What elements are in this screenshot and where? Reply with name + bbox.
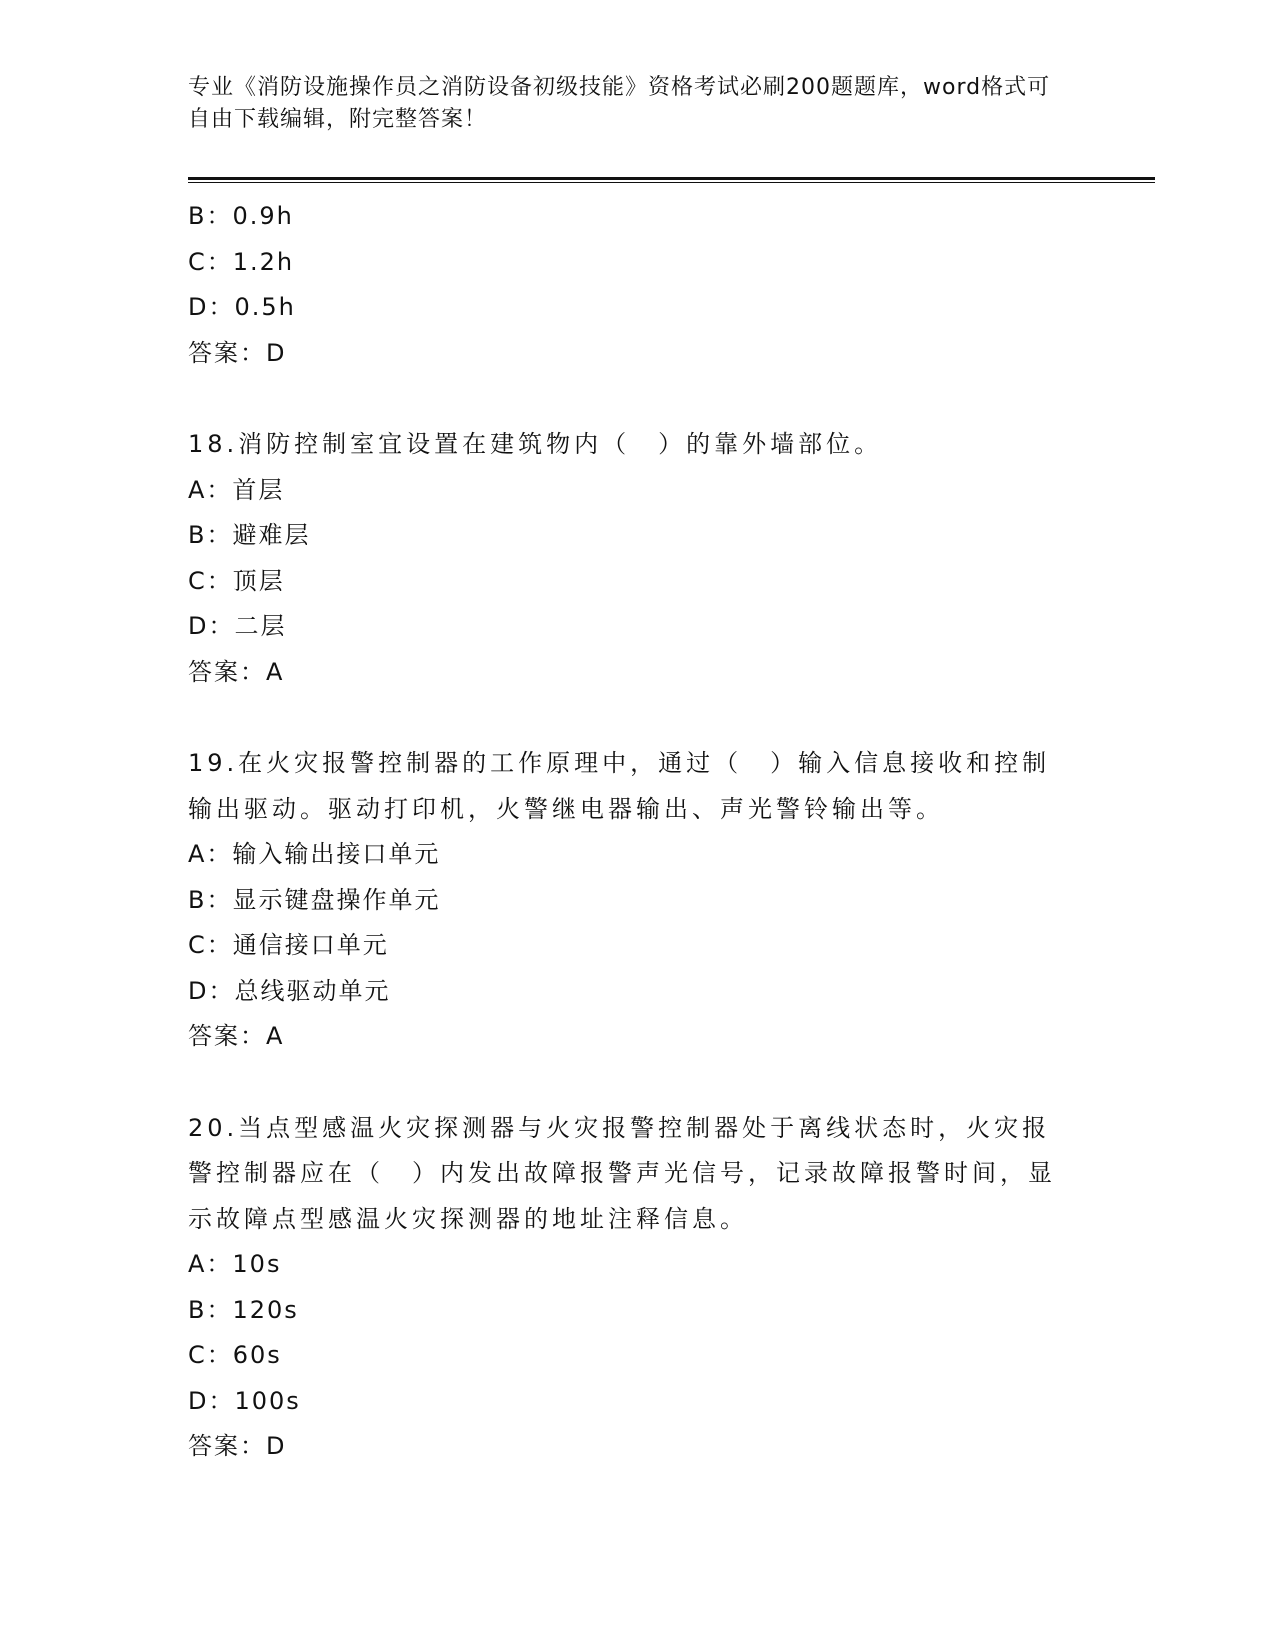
question-18	[188, 422, 1088, 695]
option-a: A：首层	[188, 475, 285, 504]
option-b: B：0.9h	[188, 202, 294, 230]
option-d: D：100s	[188, 1386, 301, 1415]
option-d: D：总线驱动单元	[188, 976, 391, 1005]
previous-question-tail	[188, 194, 1088, 376]
option-d: D：0.5h	[188, 293, 296, 321]
option-c: C：顶层	[188, 566, 285, 595]
page-header: 专业《消防设施操作员之消防设备初级技能》资格考试必刷200题题库，word格式可自由下载编辑，附完整答案！	[188, 75, 1051, 132]
option-c: C：60s	[188, 1341, 282, 1369]
option-c: C：1.2h	[188, 247, 295, 276]
option-b: B：避难层	[188, 521, 311, 549]
option-d: D：二层	[188, 612, 287, 640]
option-b: B：显示键盘操作单元	[188, 885, 441, 914]
option-a: A：输入输出接口单元	[188, 840, 441, 868]
option-b: B：120s	[188, 1295, 299, 1324]
option-a: A：10s	[188, 1250, 282, 1278]
question-stem: 19.在火灾报警控制器的工作原理中，通过（ ）输入信息接收和控制输出驱动。驱动打印机，火警继电器输出、声光警铃输出等。	[188, 749, 1051, 823]
question-stem: 18.消防控制室宜设置在建筑物内（ ）的靠外墙部位。	[188, 430, 883, 458]
question-content	[188, 194, 1088, 1470]
answer-line: 答案：A	[188, 657, 285, 686]
header-divider	[188, 177, 1155, 183]
option-c: C：通信接口单元	[188, 931, 389, 959]
question-spacer	[188, 1060, 1088, 1106]
answer-line: 答案：D	[188, 338, 287, 367]
answer-line: 答案：D	[188, 1432, 287, 1460]
question-20	[188, 1106, 1088, 1470]
answer-line: 答案：A	[188, 1022, 285, 1050]
question-spacer	[188, 695, 1088, 741]
question-stem: 20.当点型感温火灾探测器与火灾报警控制器处于离线状态时，火灾报警控制器应在（ ）内发出故障报警声光信号，记录故障报警时间，显示故障点型感温火灾探测器的地址注释信息。	[188, 1113, 1056, 1233]
question-19	[188, 741, 1088, 1060]
question-spacer	[188, 376, 1088, 422]
